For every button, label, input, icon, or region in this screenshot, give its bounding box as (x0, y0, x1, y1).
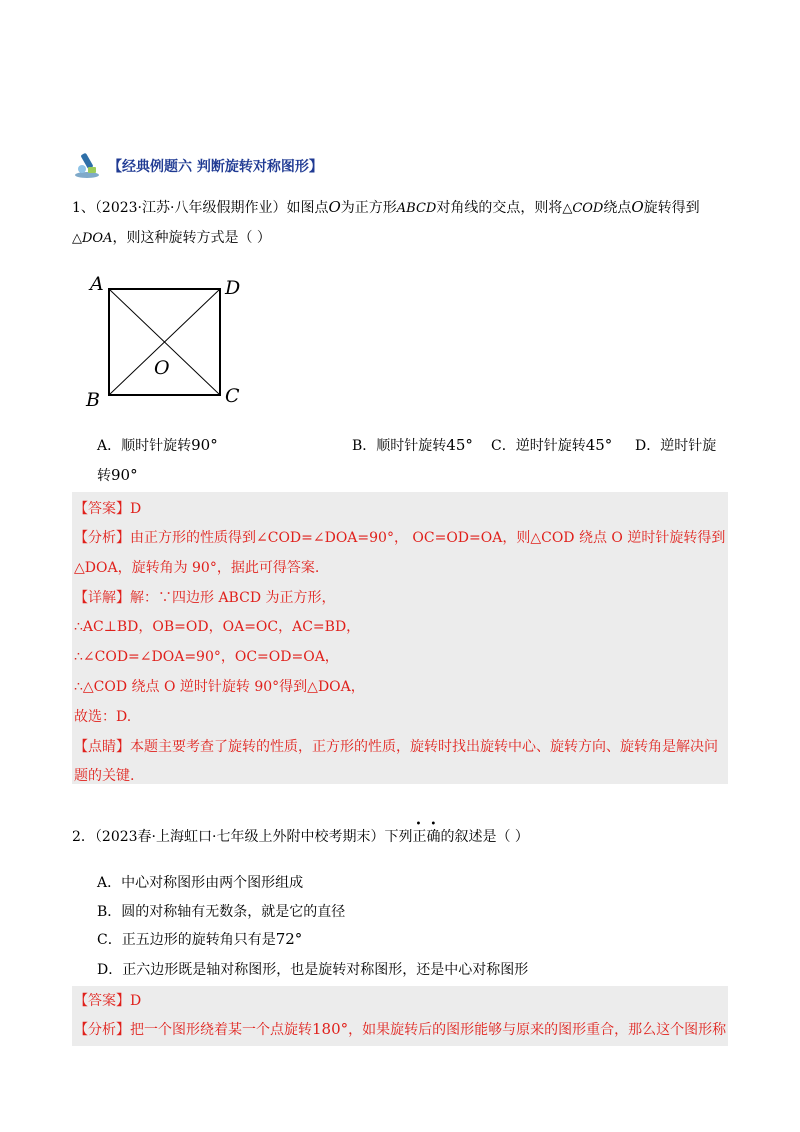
q1-detail-2 (74, 616, 360, 636)
q1-option-d-cont (97, 465, 138, 485)
q1-detail-text-1: 解：∵四边形 ABCD 为正方形， (130, 590, 336, 606)
q1-comment-1 (74, 736, 718, 756)
q2-answer-value: D (130, 993, 142, 1009)
q1-source: （2023·江苏·八年级假期作业） (94, 200, 287, 216)
q2-emphasis (412, 819, 446, 845)
q2-analysis-text-b: ，如果旋转后的图形能够与原来的图形重合，那么这个图形称 (348, 1022, 727, 1038)
q1-triangle-doa: △DOA (72, 231, 113, 246)
q1-detail-text-2: ∴AC⊥BD，OB=OD，OA=OC，AC=BD， (74, 619, 361, 635)
q2-analysis-text-a: 把一个图形绕着某一个点旋转 (130, 1022, 312, 1038)
q2-option-b-text: B．圆的对称轴有无数条，就是它的直径 (97, 904, 346, 920)
q1-detail-text-3: ∴∠COD=∠DOA=90°，OC=OD=OA， (74, 649, 339, 665)
q2-stem-a: 下列 (384, 829, 413, 845)
label-d: D (225, 277, 241, 299)
q1-option-d-value: 90° (111, 466, 138, 484)
q2-option-a[interactable] (97, 872, 303, 892)
q1-stem-f: ，则这种旋转方式是（ ） (112, 230, 271, 246)
label-a: A (90, 273, 104, 295)
q2-option-d[interactable] (97, 959, 528, 979)
label-b: B (86, 389, 100, 411)
q1-stem-line1 (72, 197, 700, 217)
q2-option-c[interactable] (97, 929, 302, 949)
q1-comment-2 (74, 765, 134, 785)
q1-comment-tag: 【点睛】 (74, 739, 130, 755)
microscope-icon (72, 149, 102, 183)
q1-square-abcd: ABCD (396, 201, 437, 216)
q1-answer-tag: 【答案】 (74, 501, 130, 517)
label-o: O (154, 357, 170, 379)
q2-number: 2． (72, 829, 95, 845)
q1-point-o-2: O (631, 198, 644, 216)
q1-number: 1、 (72, 200, 95, 216)
q1-stem-a: 如图点 (286, 200, 329, 216)
q1-comment-text-1: 本题主要考查了旋转的性质，正方形的性质，旋转时找出旋转中心、旋转方向、旋转角是解决问 (130, 739, 718, 755)
q1-detail-text-4: ∴△COD 绕点 O 逆时针旋转 90°得到△DOA， (74, 679, 365, 695)
section-title (72, 150, 323, 182)
q1-option-a[interactable] (97, 435, 218, 455)
q1-stem-c: 对角线的交点，则将 (436, 200, 563, 216)
q1-stem-d: 绕点 (603, 200, 632, 216)
q2-source: （2023春·上海虹口·七年级上外附中校考期末） (94, 829, 385, 845)
q1-option-d[interactable] (635, 435, 716, 455)
q1-option-d-tail: 转 (97, 468, 111, 484)
q1-option-c-label: C．逆时针旋转 (491, 438, 586, 454)
q2-emphasis-text: 正确 (412, 829, 441, 845)
q2-analysis (74, 1019, 726, 1039)
q1-detail-1 (74, 587, 336, 607)
q2-option-c-label: C．正五边形的旋转角只有是 (97, 932, 276, 948)
q2-answer-tag: 【答案】 (74, 993, 130, 1009)
q1-option-d-label: D．逆时针旋 (635, 438, 717, 454)
emphasis-dots: •• (415, 819, 446, 830)
q1-option-a-label: A．顺时针旋转 (97, 438, 192, 454)
q1-analysis-1 (74, 527, 725, 547)
square-diagram (80, 270, 260, 415)
q1-point-o: O (328, 198, 341, 216)
q2-stem-b: 的叙述是（ ） (440, 829, 529, 845)
q1-analysis-text-1: 由正方形的性质得到∠COD=∠DOA=90°， OC=OD=OA，则△COD 绕点 O 逆时针旋转得到 (130, 530, 726, 546)
label-c: C (225, 385, 240, 407)
q1-triangle-cod: △COD (562, 201, 604, 216)
q1-detail-3 (74, 646, 339, 666)
q1-option-a-value: 90° (191, 436, 218, 454)
q1-analysis-text-2: △DOA，旋转角为 90°，据此可得答案. (74, 560, 320, 576)
section-title-text: 【经典例题六 判断旋转对称图形】 (108, 159, 323, 175)
q2-option-a-text: A．中心对称图形由两个图形组成 (97, 875, 304, 891)
q1-stem-line2 (72, 227, 271, 247)
q2-option-b[interactable] (97, 901, 345, 921)
q1-detail-4 (74, 676, 365, 696)
q1-answer (74, 498, 141, 518)
q1-detail-tag: 【详解】 (74, 590, 130, 606)
q1-analysis-tag: 【分析】 (74, 530, 130, 546)
q1-stem-e: 旋转得到 (643, 200, 700, 216)
q1-detail-5 (74, 706, 131, 726)
q1-answer-value: D (130, 501, 142, 517)
q1-detail-text-5: 故选：D. (74, 709, 132, 725)
q2-analysis-tag: 【分析】 (74, 1022, 130, 1038)
q2-stem (72, 819, 529, 846)
q1-option-b-value: 45° (446, 436, 473, 454)
q2-option-d-text: D．正六边形既是轴对称图形，也是旋转对称图形，还是中心对称图形 (97, 962, 529, 978)
q2-answer (74, 990, 141, 1010)
q2-analysis-value: 180° (312, 1020, 349, 1038)
q1-analysis-2 (74, 557, 319, 577)
q1-option-b-label: B．顺时针旋转 (352, 438, 447, 454)
q1-option-c[interactable] (491, 435, 612, 455)
q1-option-c-value: 45° (585, 436, 613, 454)
q1-stem-b: 为正方形 (340, 200, 397, 216)
q1-option-b[interactable] (352, 435, 473, 455)
q2-option-c-value: 72° (275, 930, 303, 948)
q1-comment-text-2: 题的关键. (74, 768, 135, 784)
